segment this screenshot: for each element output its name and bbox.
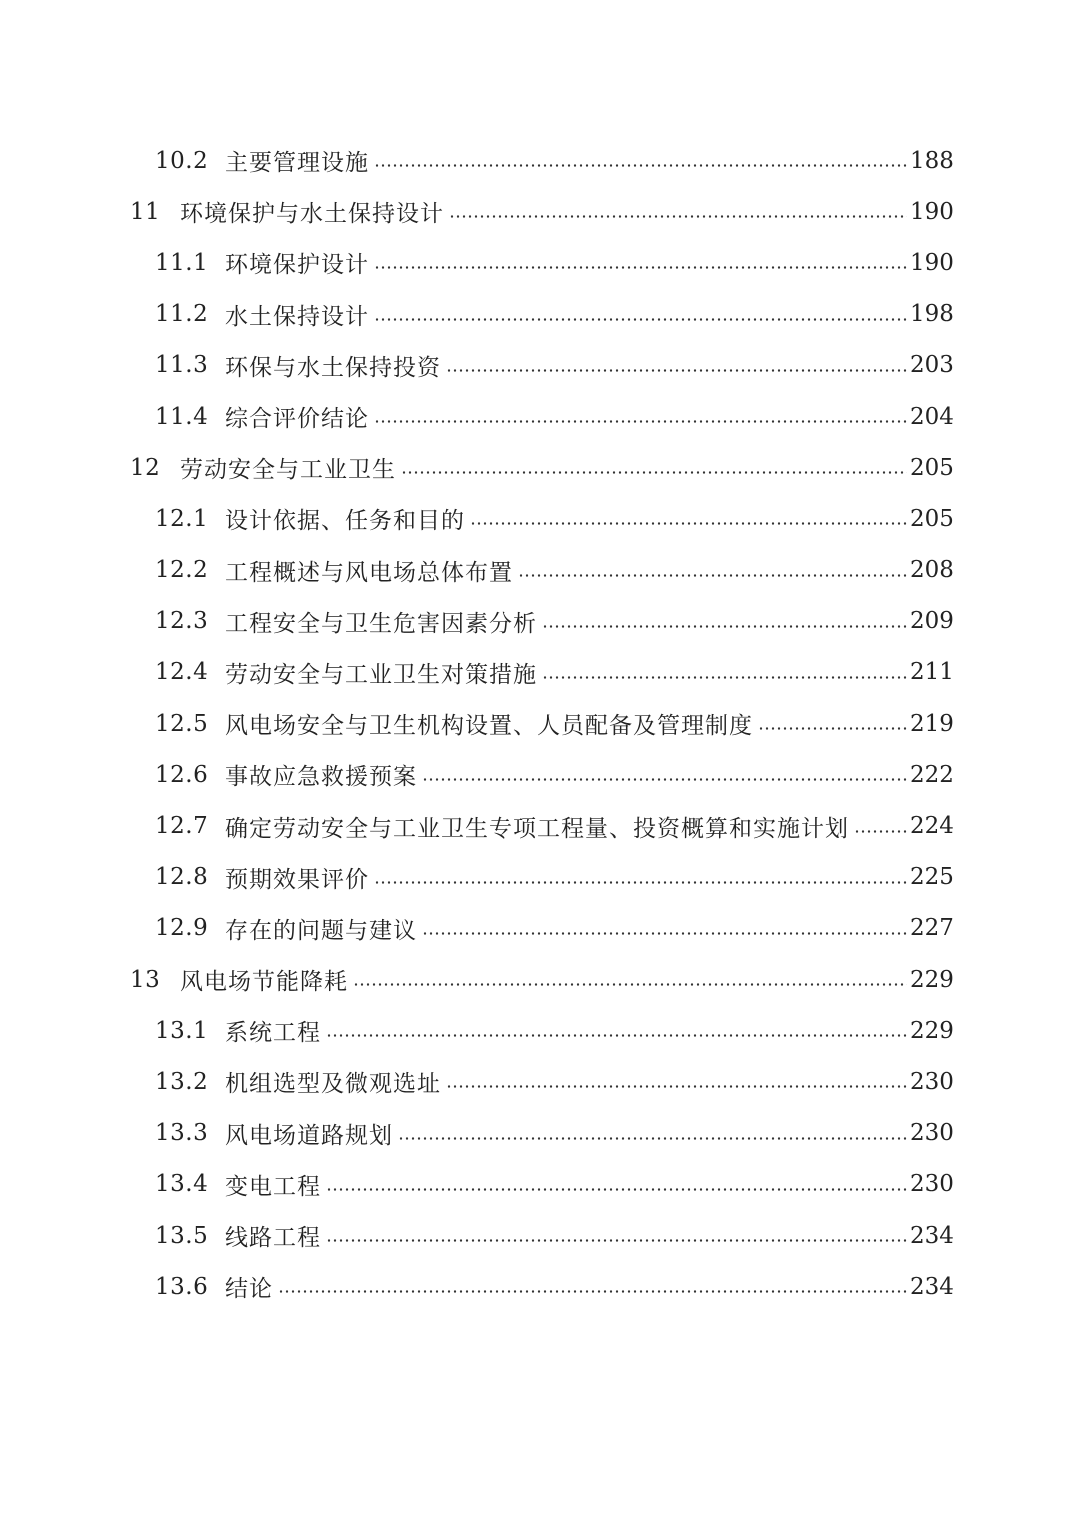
dot-leader: [326, 1188, 907, 1191]
toc-entry[interactable]: [0, 596, 1080, 647]
toc-entry-page: 230: [910, 1068, 954, 1095]
toc-entry-number: 12.9: [155, 915, 209, 942]
toc-entry-number: 12.3: [155, 608, 209, 635]
toc-entry[interactable]: [0, 237, 1080, 288]
toc-entry[interactable]: [0, 1261, 1080, 1312]
toc-entry-title: 风电场安全与卫生机构设置、人员配备及管理制度: [225, 713, 753, 740]
toc-entry-page: 205: [910, 505, 954, 532]
dot-leader: [758, 727, 907, 730]
toc-entry[interactable]: [0, 1108, 1080, 1159]
toc-entry-page: 229: [910, 1017, 954, 1044]
toc-entry-title: 综合评价结论: [225, 406, 369, 433]
toc-entry-page: 222: [910, 761, 954, 788]
toc-entry-number: 12.6: [155, 761, 209, 788]
table-of-contents: [0, 135, 1080, 1312]
toc-entry-page: 204: [910, 403, 954, 430]
dot-leader: [854, 830, 907, 833]
toc-entry-number: 13.2: [155, 1068, 209, 1095]
dot-leader: [326, 1034, 907, 1037]
toc-entry[interactable]: [0, 1159, 1080, 1210]
toc-entry-page: 198: [910, 301, 954, 328]
toc-entry-page: 234: [910, 1273, 954, 1300]
toc-entry[interactable]: [0, 545, 1080, 596]
toc-entry-title: 劳动安全与工业卫生: [180, 457, 396, 484]
dot-leader: [446, 1085, 907, 1088]
toc-entry-number: 11.3: [155, 352, 209, 379]
toc-entry-number: 12.1: [155, 505, 209, 532]
toc-entry-title: 存在的问题与建议: [225, 917, 417, 944]
toc-entry[interactable]: [0, 1056, 1080, 1107]
toc-entry-page: 211: [910, 659, 954, 686]
toc-entry-title: 工程安全与卫生危害因素分析: [225, 610, 537, 637]
toc-entry-number: 13.3: [155, 1120, 209, 1147]
dot-leader: [401, 471, 907, 474]
toc-entry-title: 确定劳动安全与工业卫生专项工程量、投资概算和实施计划: [225, 815, 849, 842]
toc-entry-number: 12.2: [155, 557, 209, 584]
toc-entry-number: 13.6: [155, 1273, 209, 1300]
dot-leader: [353, 983, 907, 986]
toc-entry-title: 水土保持设计: [225, 303, 369, 330]
toc-entry-number: 11.4: [155, 403, 209, 430]
toc-entry-number: 13.1: [155, 1017, 209, 1044]
toc-entry-number: 12.8: [155, 864, 209, 891]
toc-entry-title: 预期效果评价: [225, 866, 369, 893]
toc-entry-title: 环境保护与水土保持设计: [180, 201, 444, 228]
toc-entry-number: 12.4: [155, 659, 209, 686]
toc-entry-title: 工程概述与风电场总体布置: [225, 559, 513, 586]
toc-entry[interactable]: [0, 903, 1080, 954]
dot-leader: [374, 164, 907, 167]
dot-leader: [518, 574, 907, 577]
toc-entry-page: 230: [910, 1120, 954, 1147]
dot-leader: [374, 881, 907, 884]
toc-entry[interactable]: [0, 749, 1080, 800]
toc-entry-page: 230: [910, 1171, 954, 1198]
dot-leader: [374, 266, 907, 269]
toc-entry[interactable]: [0, 698, 1080, 749]
toc-entry[interactable]: [0, 391, 1080, 442]
toc-entry[interactable]: [0, 852, 1080, 903]
toc-entry-number: 13: [130, 966, 161, 993]
toc-entry-title: 变电工程: [225, 1173, 321, 1200]
dot-leader: [542, 676, 907, 679]
toc-entry[interactable]: [0, 1005, 1080, 1056]
toc-entry-page: 190: [910, 249, 954, 276]
toc-entry[interactable]: [0, 647, 1080, 698]
toc-entry-number: 11.2: [155, 301, 209, 328]
toc-entry-number: 12: [130, 454, 161, 481]
toc-entry-page: 208: [910, 557, 954, 584]
dot-leader: [422, 778, 907, 781]
toc-entry[interactable]: [0, 954, 1080, 1005]
toc-entry-page: 219: [910, 710, 954, 737]
toc-entry[interactable]: [0, 186, 1080, 237]
toc-entry-page: 209: [910, 608, 954, 635]
toc-entry-page: 203: [910, 352, 954, 379]
toc-entry-number: 10.2: [155, 147, 209, 174]
toc-entry-title: 机组选型及微观选址: [225, 1071, 441, 1098]
toc-entry[interactable]: [0, 493, 1080, 544]
dot-leader: [422, 932, 907, 935]
dot-leader: [470, 522, 907, 525]
toc-entry-page: 225: [910, 864, 954, 891]
toc-entry-number: 13.4: [155, 1171, 209, 1198]
toc-entry-title: 线路工程: [225, 1225, 321, 1252]
toc-entry-number: 11.1: [155, 249, 209, 276]
toc-entry-title: 风电场道路规划: [225, 1122, 393, 1149]
toc-entry-title: 系统工程: [225, 1020, 321, 1047]
toc-entry-page: 229: [910, 966, 954, 993]
toc-entry-title: 劳动安全与工业卫生对策措施: [225, 661, 537, 688]
dot-leader: [398, 1137, 907, 1140]
toc-entry-title: 事故应急救援预案: [225, 764, 417, 791]
toc-entry-number: 12.7: [155, 813, 209, 840]
toc-entry[interactable]: [0, 442, 1080, 493]
toc-entry-page: 227: [910, 915, 954, 942]
toc-entry-title: 主要管理设施: [225, 150, 369, 177]
toc-entry-title: 设计依据、任务和目的: [225, 508, 465, 535]
dot-leader: [542, 625, 907, 628]
toc-entry-page: 190: [910, 198, 954, 225]
toc-entry-title: 风电场节能降耗: [180, 969, 348, 996]
toc-entry-title: 环境保护设计: [225, 252, 369, 279]
toc-entry-page: 188: [910, 147, 954, 174]
dot-leader: [374, 420, 907, 423]
toc-entry[interactable]: [0, 135, 1080, 186]
toc-entry-title: 结论: [225, 1276, 273, 1303]
toc-entry[interactable]: [0, 1210, 1080, 1261]
dot-leader: [446, 369, 907, 372]
toc-entry-number: 13.5: [155, 1222, 209, 1249]
dot-leader: [278, 1290, 907, 1293]
toc-entry-number: 12.5: [155, 710, 209, 737]
toc-entry-page: 224: [910, 813, 954, 840]
dot-leader: [374, 318, 907, 321]
toc-entry-page: 234: [910, 1222, 954, 1249]
toc-entry-page: 205: [910, 454, 954, 481]
dot-leader: [326, 1239, 907, 1242]
dot-leader: [449, 215, 907, 218]
toc-entry[interactable]: [0, 340, 1080, 391]
toc-entry-number: 11: [130, 198, 161, 225]
toc-entry-title: 环保与水土保持投资: [225, 354, 441, 381]
toc-entry[interactable]: [0, 800, 1080, 851]
toc-entry[interactable]: [0, 289, 1080, 340]
